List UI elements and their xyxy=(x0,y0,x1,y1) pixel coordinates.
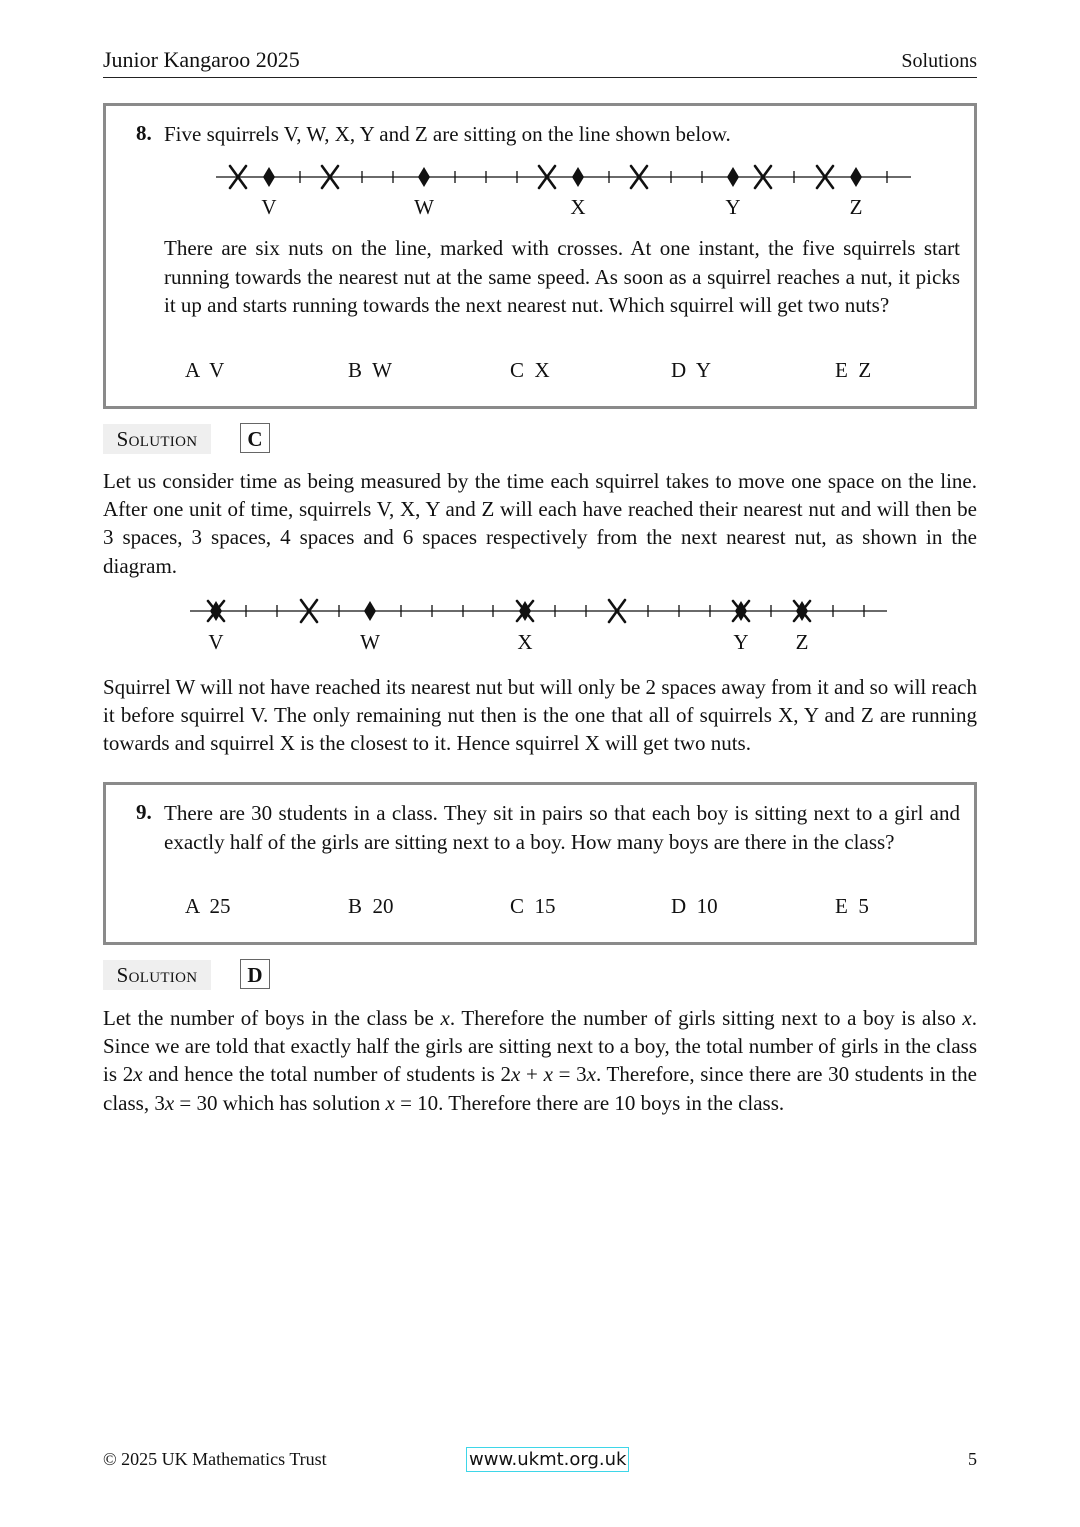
solution-answer-box: C xyxy=(240,423,270,453)
squirrel-marker xyxy=(263,167,275,187)
option-e: E 5 xyxy=(835,894,869,918)
page-footer xyxy=(103,1447,977,1473)
solution-label: Solution xyxy=(103,960,211,990)
squirrel-label-x: X xyxy=(570,195,586,219)
squirrel-label-v: V xyxy=(208,630,224,654)
squirrel-label-v: V xyxy=(261,195,277,219)
math-variable: x xyxy=(385,1090,395,1115)
option-d: D 10 xyxy=(671,894,718,918)
option-c: C X xyxy=(510,358,550,382)
math-variable: x xyxy=(133,1062,143,1087)
math-variable: x xyxy=(164,1090,175,1115)
math-variable: x xyxy=(586,1062,596,1087)
copyright: © 2025 UK Mathematics Trust xyxy=(103,1449,327,1469)
squirrel-line-diagram xyxy=(106,158,974,228)
solution-paragraph: Squirrel W will not have reached its nearest nut but will only be 2 spaces away from it and so will reach it before squirrel V. The only remaining nut then is the one that all of squirrels X, Y and Z are running towards and squirrel X is the closest to it. Hence squirrel X will get two nuts. xyxy=(103,675,977,756)
squirrel-label-y: Y xyxy=(725,195,741,219)
option-a: A V xyxy=(185,358,225,382)
option-e: E Z xyxy=(835,358,872,382)
squirrel-marker xyxy=(727,167,739,187)
squirrel-label-z: Z xyxy=(795,630,809,654)
squirrel-marker xyxy=(364,601,376,621)
page-header xyxy=(103,47,977,78)
option-a: A 25 xyxy=(185,894,231,918)
solution-answer-box: D xyxy=(240,959,270,989)
page-number: 5 xyxy=(968,1449,977,1469)
running-title: Junior Kangaroo 2025 xyxy=(103,47,300,72)
website-link[interactable]: www.ukmt.org.uk xyxy=(466,1447,629,1472)
question-text: Five squirrels V, W, X, Y and Z are sitting on the line shown below. xyxy=(164,122,731,146)
squirrel-label-x: X xyxy=(517,630,533,654)
option-c: C 15 xyxy=(510,894,556,918)
squirrel-marker xyxy=(850,167,862,187)
section-title: Solutions xyxy=(901,50,977,72)
squirrel-label-y: Y xyxy=(733,630,749,654)
solution-paragraph: Let us consider time as being measured by the time each squirrel takes to move one space on the line. After one unit of time, squirrels V, X, Y and Z will each have reached their nearest nut and will then be 3 spaces, 3 spaces, 4 spaces and 6 spaces respectively from the next nearest nut, as shown in the diagram. xyxy=(103,469,977,578)
solution-label: Solution xyxy=(103,424,211,454)
squirrel-marker xyxy=(572,167,584,187)
question-9-box xyxy=(103,782,977,945)
solution-line-diagram xyxy=(185,592,985,662)
solution-paragraph: Let the number of boys in the class be x. Therefore the number of girls sitting next to a boy is also x. Since we are told that exactly half the girls are sitting next to a boy, the total number of girls in the class is 2x and hence the total number of students is 2x + x = 3x. Therefore, since there are 30 students in the class, 3x = 30 which has solution x = 10. Therefore there are 10 boys in the class. xyxy=(103,1006,978,1115)
squirrel-label-w: W xyxy=(360,630,380,654)
question-body: There are six nuts on the line, marked with crosses. At one instant, the five squirrels start running towards the nearest nut at the same speed. As soon as a squirrel reaches a nut, it picks it up and starts running towards the next nearest nut. Which squirrel will get two nuts? xyxy=(164,236,960,317)
math-variable: x xyxy=(511,1062,521,1087)
option-b: B W xyxy=(348,358,392,382)
option-d: D Y xyxy=(671,358,712,382)
squirrel-label-z: Z xyxy=(849,195,863,219)
question-8-box xyxy=(103,103,977,409)
math-variable: x xyxy=(440,1006,450,1030)
squirrel-label-w: W xyxy=(414,195,434,219)
squirrel-marker xyxy=(418,167,430,187)
question-number: 9. xyxy=(136,800,152,824)
question-text: There are 30 students in a class. They sit in pairs so that each boy is sitting next to a girl and exactly half of the girls are sitting next to a boy. How many boys are there in the class? xyxy=(164,801,960,854)
option-b: B 20 xyxy=(348,894,394,918)
question-number: 8. xyxy=(136,121,152,145)
math-variable: x xyxy=(543,1062,553,1087)
math-variable: x xyxy=(962,1006,972,1030)
